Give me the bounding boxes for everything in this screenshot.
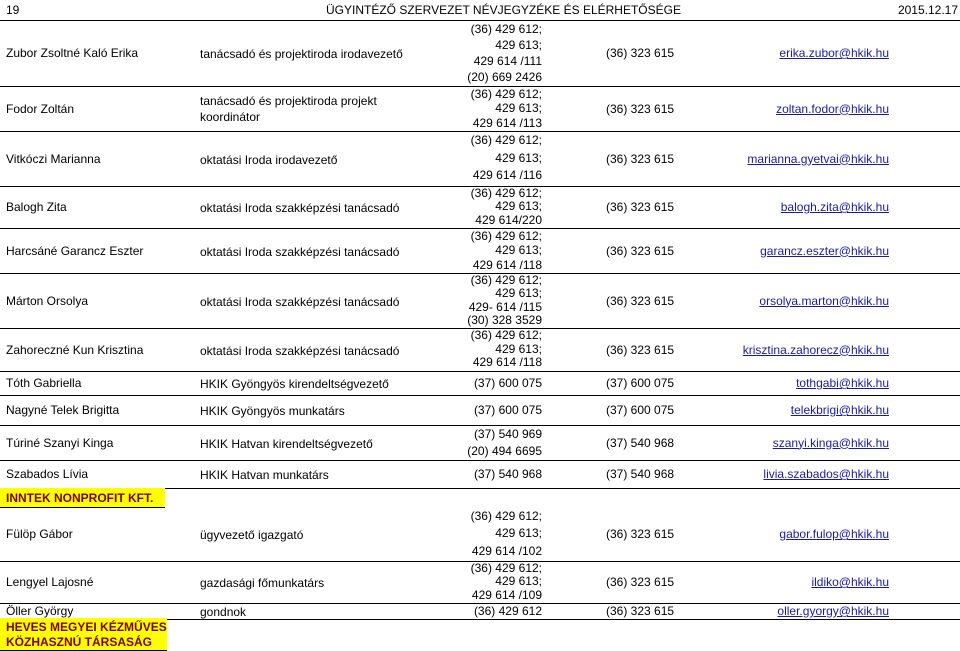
phone-line: 429 613;	[495, 101, 542, 116]
staff-fax: (36) 323 615	[606, 243, 675, 258]
staff-name: Zahoreczné Kun Krisztina	[6, 342, 144, 357]
staff-phone	[474, 467, 542, 481]
phone-line: (37) 540 969	[473, 427, 542, 441]
position-line: HKIK Gyöngyös kirendeltségvezető	[200, 377, 389, 391]
phone-line: (20) 494 6695	[467, 443, 542, 458]
staff-name: Tóth Gabriella	[6, 376, 82, 390]
staff-position	[200, 294, 399, 310]
staff-name: Zubor Zsoltné Kaló Erika	[6, 46, 139, 60]
staff-email-link[interactable]: krisztina.zahorecz@hkik.hu	[742, 342, 889, 357]
section-label-heves	[0, 618, 167, 651]
staff-email-link[interactable]: szanyi.kinga@hkik.hu	[772, 435, 889, 450]
staff-name: Nagyné Telek Brigitta	[6, 403, 120, 417]
staff-name: Túriné Szanyi Kinga	[6, 435, 114, 450]
phone-line: 429- 614 /115	[468, 299, 542, 314]
page-number: 19	[6, 3, 20, 17]
staff-fax: (37) 600 075	[606, 403, 675, 417]
staff-name: Lengyel Lajosné	[6, 575, 94, 589]
staff-position	[200, 436, 373, 452]
staff-phone	[471, 329, 542, 370]
staff-fax: (36) 323 615	[606, 200, 675, 214]
staff-email-link[interactable]: ildiko@hkik.hu	[811, 575, 889, 589]
position-line: HKIK Hatvan kirendeltségvezető	[200, 436, 373, 451]
staff-phone	[467, 21, 542, 85]
phone-line: 429 614 /109	[471, 587, 542, 602]
staff-position	[200, 200, 399, 216]
table-row	[0, 20, 960, 87]
phone-line: 429 614 /118	[472, 355, 542, 370]
phone-line: (36) 429 612;	[470, 22, 542, 36]
phone-line: 429 614 /116	[472, 168, 542, 183]
staff-email-link[interactable]: marianna.gyetvai@hkik.hu	[747, 151, 889, 166]
staff-phone	[474, 376, 542, 390]
table-row	[0, 395, 960, 426]
staff-phone	[471, 87, 542, 130]
table-row	[0, 425, 960, 461]
table-row	[0, 561, 960, 604]
section-title-line2: KÖZHASZNÚ TÁRSASÁG	[6, 635, 152, 649]
phone-line: (36) 429 612;	[470, 186, 542, 200]
staff-position	[200, 403, 345, 419]
staff-fax: (36) 323 615	[606, 604, 675, 618]
position-line: gazdasági főmunkatárs	[200, 576, 325, 590]
phone-line: (37) 600 075	[473, 403, 542, 417]
position-line: HKIK Gyöngyös munkatárs	[200, 404, 345, 418]
phone-line: 429 614 /113	[472, 115, 542, 130]
table-row	[0, 507, 960, 562]
staff-phone	[474, 604, 542, 618]
staff-email-link[interactable]: tothgabi@hkik.hu	[796, 376, 889, 390]
position-line: ügyvezető igazgató	[200, 528, 304, 542]
table-row	[0, 273, 960, 329]
staff-phone	[467, 426, 542, 459]
position-line: oktatási Iroda irodavezető	[200, 152, 338, 167]
section-title: INNTEK NONPROFIT KFT.	[6, 491, 154, 505]
position-line: oktatási Iroda szakképzési tanácsadó	[200, 244, 400, 259]
table-row	[0, 86, 960, 132]
staff-fax: (36) 323 615	[606, 293, 675, 308]
phone-line: (36) 429 612;	[470, 273, 542, 287]
phone-line: (30) 328 3529	[467, 312, 542, 327]
staff-fax: (36) 323 615	[606, 575, 675, 589]
staff-position	[200, 604, 246, 620]
staff-email-link[interactable]: orsolya.marton@hkik.hu	[759, 293, 889, 308]
phone-line: (20) 669 2426	[467, 70, 542, 84]
phone-line: (36) 429 612;	[470, 328, 542, 342]
position-line: koordinátor	[200, 109, 261, 124]
page-header	[0, 0, 960, 21]
staff-position	[200, 152, 337, 168]
staff-email-link[interactable]: garancz.eszter@hkik.hu	[760, 243, 889, 258]
position-line: oktatási Iroda szakképzési tanácsadó	[200, 343, 400, 358]
staff-fax: (36) 323 615	[606, 342, 675, 357]
staff-phone	[471, 229, 542, 272]
staff-fax: (37) 540 968	[606, 435, 675, 450]
phone-line: 429 613;	[495, 199, 542, 214]
phone-line: 429 613;	[495, 150, 542, 165]
staff-email-link[interactable]: oller.gyorgy@hkik.hu	[777, 604, 889, 618]
staff-name: Szabados Lívia	[6, 467, 89, 481]
phone-line: 429 613;	[495, 574, 542, 589]
staff-email-link[interactable]: gabor.fulop@hkik.hu	[779, 527, 889, 541]
phone-line: 429 613;	[495, 38, 542, 52]
staff-phone	[471, 132, 542, 185]
position-line: tanácsadó és projektiroda irodavezető	[200, 47, 403, 61]
phone-line: (36) 429 612;	[470, 229, 542, 243]
staff-fax: (36) 323 615	[606, 151, 675, 166]
section-label-innotek	[0, 488, 165, 508]
page-date: 2015.12.17	[897, 3, 958, 17]
position-line: oktatási Iroda szakképzési tanácsadó	[200, 201, 400, 215]
staff-fax: (36) 323 615	[606, 527, 675, 541]
phone-line: 429 613;	[495, 526, 542, 541]
staff-name: Fodor Zoltán	[6, 101, 75, 116]
phone-line: 429 613;	[495, 341, 542, 356]
phone-line: 429 614 /111	[473, 54, 542, 68]
staff-position	[200, 527, 303, 543]
staff-position	[200, 376, 389, 392]
staff-email-link[interactable]: erika.zubor@hkik.hu	[779, 46, 889, 60]
phone-line: 429 613;	[495, 286, 542, 301]
phone-line: (36) 429 612;	[470, 87, 542, 101]
staff-email-link[interactable]: balogh.zita@hkik.hu	[780, 200, 889, 214]
staff-fax: (37) 540 968	[606, 467, 675, 481]
section-title-line1: HEVES MEGYEI KÉZMŰVES	[6, 620, 167, 634]
staff-phone	[471, 187, 542, 227]
staff-fax: (37) 600 075	[606, 376, 675, 390]
phone-line: 429 614/220	[475, 212, 542, 227]
staff-email-link[interactable]: livia.szabados@hkik.hu	[763, 467, 889, 481]
staff-position	[200, 93, 377, 125]
phone-line: 429 613;	[495, 243, 542, 258]
table-row	[0, 371, 960, 396]
staff-name: Vitkóczi Marianna	[6, 151, 101, 166]
page-title: ÜGYINTÉZŐ SZERVEZET NÉVJEGYZÉKE ÉS ELÉRHETŐSÉGE	[326, 3, 681, 17]
staff-position	[200, 575, 324, 591]
table-row	[0, 228, 960, 274]
staff-phone	[471, 508, 542, 560]
phone-line: (37) 540 968	[473, 467, 542, 481]
staff-name: Öller György	[6, 604, 74, 618]
phone-line: (37) 600 075	[473, 376, 542, 390]
phone-line: (36) 429 612	[473, 604, 542, 618]
staff-phone	[471, 562, 542, 602]
table-row	[0, 460, 960, 489]
staff-email-link[interactable]: zoltan.fodor@hkik.hu	[776, 101, 889, 116]
staff-position	[200, 244, 399, 260]
table-row	[0, 328, 960, 372]
table-row	[0, 186, 960, 229]
position-line: HKIK Hatvan munkatárs	[200, 468, 329, 482]
staff-phone	[467, 274, 542, 327]
staff-email-link[interactable]: telekbrigi@hkik.hu	[790, 403, 889, 417]
staff-name: Fülöp Gábor	[6, 527, 73, 541]
staff-position	[200, 343, 399, 359]
position-line: gondnok	[200, 605, 247, 619]
staff-phone	[474, 403, 542, 417]
phone-line: (36) 429 612;	[470, 509, 542, 523]
phone-line: 429 614 /118	[472, 257, 542, 272]
staff-name: Márton Orsolya	[6, 293, 89, 308]
phone-line: (36) 429 612;	[470, 561, 542, 575]
position-line: tanácsadó és projektiroda projekt	[200, 93, 377, 108]
table-row	[0, 131, 960, 187]
staff-position	[200, 467, 329, 483]
staff-name: Harcsáné Garancz Eszter	[6, 243, 144, 258]
phone-line: 429 614 /102	[471, 543, 542, 558]
staff-name: Balogh Zita	[6, 200, 67, 214]
staff-fax: (36) 323 615	[606, 46, 675, 60]
position-line: oktatási Iroda szakképzési tanácsadó	[200, 294, 400, 309]
staff-position	[200, 46, 403, 62]
phone-line: (36) 429 612;	[470, 133, 542, 147]
staff-fax: (36) 323 615	[606, 101, 675, 116]
